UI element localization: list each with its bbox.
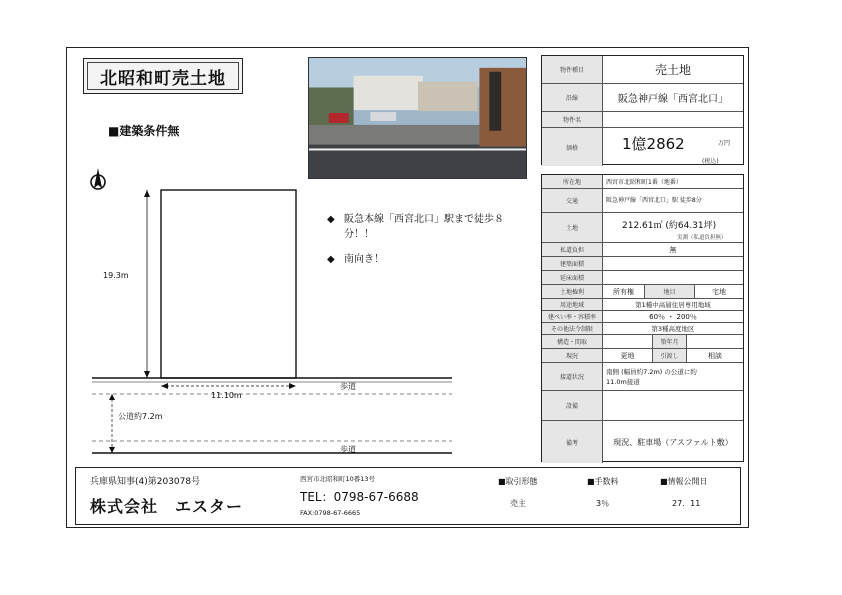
year-value — [687, 335, 743, 348]
building-area-label: 建築面積 — [542, 257, 603, 270]
footer — [75, 467, 741, 525]
type-label: 物件種目 — [542, 56, 603, 83]
road-access-value: 南側 (幅員約7.2m) の公道に約11.0m接道 — [606, 367, 697, 386]
remarks-label: 備考 — [542, 421, 603, 463]
category-label: 地目 — [645, 285, 695, 298]
type-value: 売土地 — [654, 63, 691, 77]
remarks-value: 現況、駐車場（アスファルト敷） — [613, 437, 733, 447]
rights-label: 土地権利 — [542, 285, 603, 298]
company-address: 西宮市北昭和町10番13号 — [300, 475, 376, 483]
company-fax: FAX:0798-67-6665 — [300, 509, 361, 517]
published-label: ■情報公開日 — [660, 477, 708, 486]
published-value: 27．11 — [672, 499, 701, 508]
facility-value — [603, 391, 743, 420]
diamond-bullet-icon: ◆ — [327, 214, 335, 225]
name-value — [603, 112, 743, 127]
zoning-label: 用途地域 — [542, 299, 603, 310]
zoning-value: 第1種中高層住居専用地域 — [635, 301, 711, 309]
line-label: 沿線 — [542, 84, 603, 111]
year-label: 築年月 — [653, 335, 687, 348]
setback-label: 私道負担 — [542, 243, 603, 256]
rights-value: 所有権 — [603, 285, 645, 298]
traffic-value: 阪急神戸線「西宮北口」駅 徒歩8分 — [606, 196, 702, 204]
other-restrictions-value: 第3種高度地区 — [651, 325, 695, 333]
diamond-bullet-icon: ◆ — [327, 254, 335, 265]
building-conditions-heading: ■建築条件無 — [108, 124, 180, 138]
property-photo — [308, 57, 527, 179]
transaction-value: 売主 — [510, 499, 526, 508]
area-label: 土地 — [542, 213, 603, 242]
other-restrictions-label: その他法令制限 — [542, 323, 603, 334]
price-value: 1億2862 — [622, 135, 685, 153]
sidewalk-bottom-label: 歩道 — [340, 445, 356, 454]
feature-item: ◆ 南向き！ — [327, 254, 384, 265]
line-value: 阪急神戸線「西宮北口」 — [618, 94, 728, 105]
ratio-label: 建ぺい率・容積率 — [542, 311, 603, 322]
facility-label: 設備 — [542, 391, 603, 420]
ratio-value: 60％ ・ 200％ — [649, 312, 697, 321]
building-area-value — [603, 257, 743, 270]
structure-label: 構造・間取 — [542, 335, 603, 348]
location-value: 西宮市北昭和町1番（地番） — [606, 179, 682, 186]
title-box — [83, 58, 243, 94]
area-value: 212.61㎡ (約64.31坪) — [622, 221, 717, 231]
price-label: 価格 — [542, 128, 603, 166]
name-label: 物件名 — [542, 112, 603, 127]
page-title: 北昭和町売土地 — [87, 62, 239, 90]
detail-table — [541, 174, 744, 462]
status-value: 更地 — [603, 349, 653, 362]
area-note: 実測（私道負担無） — [677, 235, 727, 241]
setback-value: 無 — [669, 245, 677, 254]
road-width-label: 公道約7.2m — [118, 412, 163, 421]
road-access-label: 接道状況 — [542, 363, 603, 390]
floor-area-label: 延床面積 — [542, 271, 603, 284]
lot-width-label: 11.10m — [211, 391, 242, 400]
lot-outline — [161, 190, 296, 378]
company-name: 株式会社 エスター — [90, 497, 244, 516]
feature-list — [327, 212, 522, 267]
category-value: 宅地 — [712, 287, 726, 296]
location-label: 所在地 — [542, 175, 603, 188]
handover-label: 引渡し — [653, 349, 687, 362]
fee-label: ■手数料 — [587, 477, 619, 486]
structure-value — [603, 335, 653, 348]
license-number: 兵庫県知事(4)第203078号 — [90, 477, 201, 487]
price-unit: 万円 — [718, 140, 731, 147]
traffic-label: 交通 — [542, 189, 603, 212]
floor-area-value — [603, 271, 743, 284]
fee-value: 3％ — [596, 499, 610, 508]
north-arrow-icon — [91, 168, 105, 189]
handover-value: 相談 — [708, 351, 722, 360]
sidewalk-top-label: 歩道 — [340, 382, 356, 391]
transaction-label: ■取引形態 — [498, 477, 538, 486]
feature-item: ◆ 阪急本線「西宮北口」駅まで徒歩８分！！ — [327, 214, 504, 240]
summary-table — [541, 55, 744, 165]
price-note: (税込) — [702, 158, 719, 165]
company-tel: TEL：0798-67-6688 — [300, 490, 419, 504]
lot-depth-label: 19.3m — [103, 271, 129, 280]
status-label: 現況 — [542, 349, 603, 362]
